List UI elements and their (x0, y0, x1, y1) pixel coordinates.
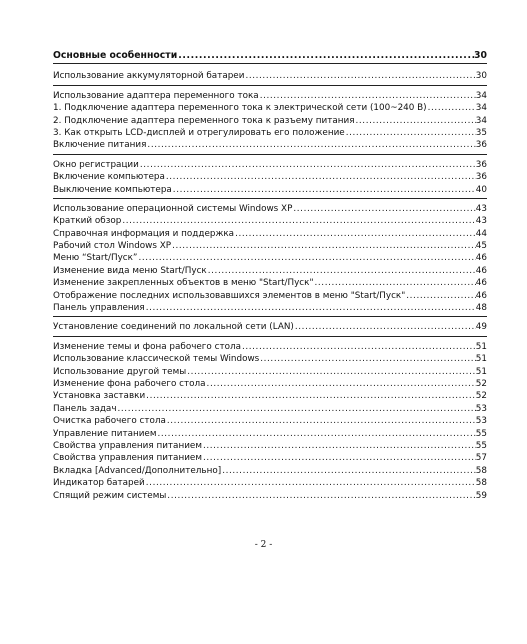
toc-entry-page: 51 (475, 366, 487, 377)
toc-entry[interactable] (53, 127, 487, 139)
toc-entry-page: 55 (475, 428, 487, 439)
dot-leader (355, 115, 476, 127)
toc-entry[interactable] (53, 490, 487, 502)
toc-entry-page: 52 (475, 391, 487, 402)
toc-entry[interactable] (53, 252, 487, 264)
toc-heading-row (53, 50, 487, 62)
toc-entry-title: Справочная информация и поддержка (53, 228, 235, 239)
toc-entry-title: Включение компьютера (53, 172, 165, 183)
dot-leader (139, 159, 476, 171)
dot-leader (186, 366, 476, 378)
toc-entry-page: 30 (475, 71, 487, 82)
dot-leader (145, 302, 476, 314)
toc-entry-title: 3. Как открыть LCD-дисплей и отрегулировать его положение (53, 127, 345, 138)
section-divider (53, 154, 487, 155)
toc-entry-title: Изменение темы и фона рабочего стола (53, 341, 241, 352)
dot-leader (314, 277, 476, 289)
toc-entry-page: 45 (475, 241, 487, 252)
toc-entry-page: 57 (475, 453, 487, 464)
toc-entry[interactable] (53, 366, 487, 378)
toc-entry-page: 43 (475, 216, 487, 227)
toc-entry-page: 58 (475, 478, 487, 489)
toc-entry-title: Свойства управления питанием (53, 440, 202, 451)
toc-entry[interactable] (53, 171, 487, 183)
dot-leader (244, 70, 475, 82)
toc-entry-page: 58 (475, 465, 487, 476)
toc-entry-page: 36 (475, 159, 487, 170)
toc-entry-page: 35 (475, 127, 487, 138)
toc-entry-title: Вкладка [Advanced/Дополнительно] (53, 465, 222, 476)
toc-entry-page: 34 (475, 103, 487, 114)
toc-entry-title: 1. Подключение адаптера переменного тока к электрической сети (100~240 В) (53, 103, 427, 114)
toc-entry-title: Панель управления (53, 303, 145, 314)
dot-leader (259, 353, 476, 365)
dot-leader (241, 341, 476, 353)
section-divider (53, 85, 487, 86)
toc-entry[interactable] (53, 203, 487, 215)
dot-leader (138, 252, 476, 264)
toc-entry-title: Использование операционной системы Windows XP (53, 203, 293, 214)
toc-entry-title: Выключение компьютера (53, 184, 172, 195)
dot-leader (259, 90, 476, 102)
toc-entry-page: 51 (475, 341, 487, 352)
toc-entry-page: 46 (475, 265, 487, 276)
dot-leader (156, 428, 475, 440)
toc-entry[interactable] (53, 240, 487, 252)
toc-entry[interactable] (53, 403, 487, 415)
dot-leader (427, 102, 476, 114)
toc-entry[interactable] (53, 265, 487, 277)
dot-leader (165, 171, 476, 183)
toc-entry-title: Использование другой темы (53, 366, 187, 377)
dot-leader (117, 403, 476, 415)
dot-leader (146, 139, 475, 151)
dot-leader (171, 240, 476, 252)
toc-entry[interactable] (53, 115, 487, 127)
dot-leader (207, 265, 476, 277)
toc-entry-page: 36 (475, 172, 487, 183)
dot-leader (121, 215, 475, 227)
toc-entry-title: Изменение вида меню Start/Пуск (53, 265, 207, 276)
toc-entry-page: 59 (475, 490, 487, 501)
toc-entry-title: Отображение последних использовавшихся элементов в меню "Start/Пуск" (53, 290, 406, 301)
toc-entry-title: Использование классической темы Windows (53, 354, 260, 365)
toc-entry-page: 48 (475, 303, 487, 314)
section-divider (53, 316, 487, 317)
toc-entry-page: 51 (475, 354, 487, 365)
toc-entry[interactable] (53, 428, 487, 440)
section-divider (53, 63, 487, 64)
dot-leader (145, 390, 476, 402)
toc-entry-title: Очистка рабочего стола (53, 416, 166, 427)
toc-entry-page: 53 (475, 416, 487, 427)
toc-entry[interactable] (53, 378, 487, 390)
dot-leader (145, 477, 476, 489)
toc-entry-title: Краткий обзор (53, 216, 122, 227)
toc-entry-page: 36 (475, 140, 487, 151)
toc-entry[interactable] (53, 215, 487, 227)
toc-entry[interactable] (53, 440, 487, 452)
toc-entry-title: Управление питанием (53, 428, 157, 439)
toc-entry-title: Включение питания (53, 140, 147, 151)
toc-entry[interactable] (53, 159, 487, 171)
toc-entry-page: 44 (475, 228, 487, 239)
toc-entry-title: 2. Подключение адаптера переменного тока к разъему питания (53, 115, 355, 126)
toc-entry-title: Установление соединений по локальной сети (LAN) (53, 322, 294, 333)
toc-entry[interactable] (53, 277, 487, 289)
toc-entry[interactable] (53, 341, 487, 353)
toc-entry-title: Индикатор батарей (53, 478, 145, 489)
toc-entry-page: 46 (475, 253, 487, 264)
toc-heading-page: 30 (474, 50, 487, 61)
toc-entry[interactable] (53, 452, 487, 464)
toc-entry[interactable] (53, 228, 487, 240)
toc-entry-title: Панель задач (53, 403, 117, 414)
toc-entry[interactable] (53, 415, 487, 427)
section-divider (53, 198, 487, 199)
toc-entry-title: Рабочий стол Windows XP (53, 241, 172, 252)
toc-entry[interactable] (53, 477, 487, 489)
toc-entry-title: Изменение закрепленных объектов в меню "Start/Пуск" (53, 278, 314, 289)
toc-entry[interactable] (53, 139, 487, 151)
dot-leader (234, 228, 476, 240)
toc-entry[interactable] (53, 290, 487, 302)
toc-entry-page: 34 (475, 90, 487, 101)
toc-entry[interactable] (53, 70, 487, 82)
toc-entry-page: 53 (475, 403, 487, 414)
toc-entry[interactable] (53, 184, 487, 196)
toc-entry[interactable] (53, 321, 487, 333)
toc-entry[interactable] (53, 465, 487, 477)
dot-leader (345, 127, 476, 139)
toc-entry[interactable] (53, 390, 487, 402)
dot-leader (294, 321, 476, 333)
toc-entry-title: Спящий режим системы (53, 490, 167, 501)
toc-entry-page: 55 (475, 440, 487, 451)
toc-entry-title: Изменение фона рабочего стола (53, 378, 206, 389)
table-of-contents (53, 50, 487, 502)
toc-entry-title: Меню “Start/Пуск” (53, 253, 138, 264)
toc-entry-page: 46 (475, 278, 487, 289)
dot-leader (202, 452, 476, 464)
dot-leader (206, 378, 476, 390)
toc-entry-page: 46 (475, 290, 487, 301)
toc-entry-title: Установка заставки (53, 391, 146, 402)
dot-leader (221, 465, 476, 477)
toc-entry[interactable] (53, 353, 487, 365)
dot-leader (166, 415, 476, 427)
page-number: - 2 - (254, 540, 273, 550)
dot-leader (177, 50, 474, 62)
dot-leader (166, 490, 476, 502)
toc-entry[interactable] (53, 90, 487, 102)
toc-entry-title: Свойства управления питанием (53, 453, 202, 464)
toc-entry-page: 43 (475, 203, 487, 214)
section-divider (53, 336, 487, 337)
dot-leader (172, 184, 476, 196)
toc-entry-page: 34 (475, 115, 487, 126)
toc-entry-page: 49 (475, 322, 487, 333)
toc-entry-title: Окно регистрации (53, 159, 139, 170)
toc-heading-title: Основные особенности (53, 50, 178, 61)
toc-entry-page: 40 (475, 184, 487, 195)
dot-leader (292, 203, 475, 215)
toc-entry-title: Использование аккумуляторной батареи (53, 71, 245, 82)
toc-groups (53, 70, 487, 502)
toc-entry-title: Использование адаптера переменного тока (53, 90, 259, 101)
toc-entry-page: 52 (475, 378, 487, 389)
dot-leader (202, 440, 476, 452)
dot-leader (405, 290, 476, 302)
toc-entry[interactable] (53, 302, 487, 314)
toc-entry[interactable] (53, 102, 487, 114)
